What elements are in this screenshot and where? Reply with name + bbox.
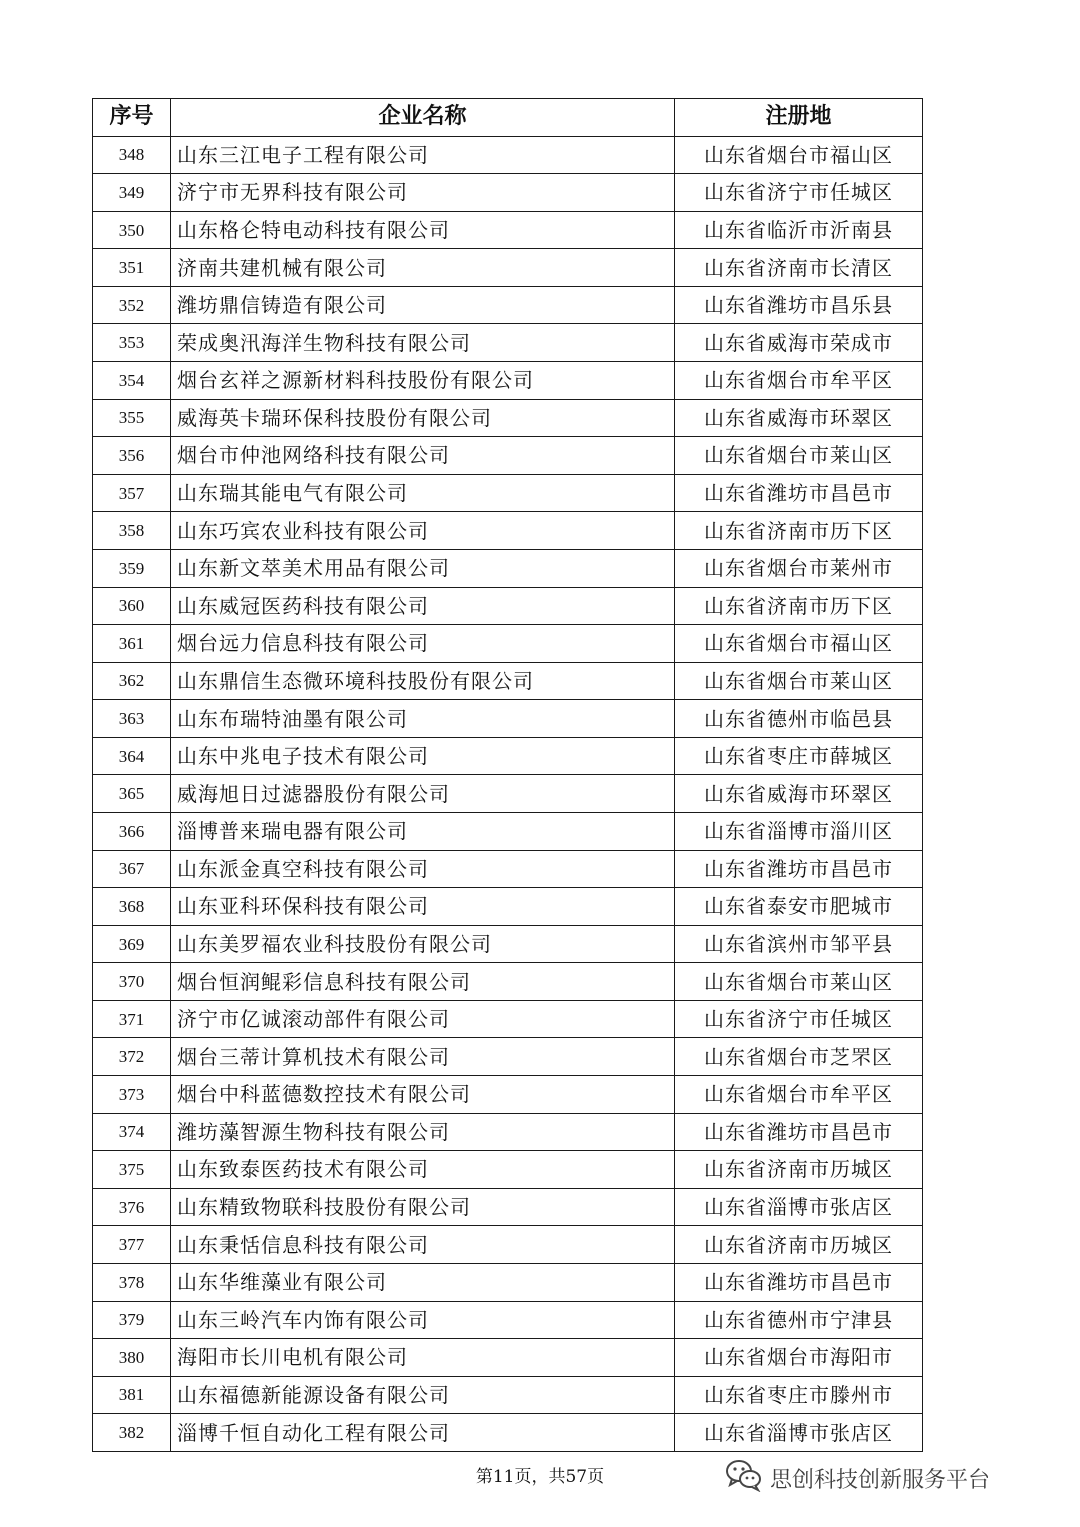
table-row — [93, 1263, 923, 1301]
table-row — [93, 625, 923, 663]
row-company-name: 潍坊鼎信铸造有限公司 — [171, 286, 675, 324]
row-registered-place: 山东省滨州市邹平县 — [675, 925, 923, 963]
row-company-name: 威海英卡瑞环保科技股份有限公司 — [171, 399, 675, 437]
header-seq: 序号 — [93, 99, 171, 137]
table-row — [93, 737, 923, 775]
row-seq: 369 — [93, 925, 171, 963]
table-row — [93, 1113, 923, 1151]
row-registered-place: 山东省临沂市沂南县 — [675, 211, 923, 249]
row-registered-place: 山东省烟台市莱山区 — [675, 662, 923, 700]
row-seq: 362 — [93, 662, 171, 700]
row-seq: 372 — [93, 1038, 171, 1076]
row-seq: 364 — [93, 737, 171, 775]
table-row — [93, 249, 923, 287]
row-seq: 359 — [93, 549, 171, 587]
table-row — [93, 324, 923, 362]
row-company-name: 济宁市无界科技有限公司 — [171, 174, 675, 212]
row-company-name: 烟台中科蓝德数控技术有限公司 — [171, 1076, 675, 1114]
row-seq: 375 — [93, 1151, 171, 1189]
row-seq: 355 — [93, 399, 171, 437]
table-row — [93, 775, 923, 813]
row-company-name: 山东中兆电子技术有限公司 — [171, 737, 675, 775]
table-header-row — [93, 99, 923, 137]
row-company-name: 山东致泰医药技术有限公司 — [171, 1151, 675, 1189]
table-row — [93, 174, 923, 212]
row-company-name: 山东威冠医药科技有限公司 — [171, 587, 675, 625]
row-registered-place: 山东省泰安市肥城市 — [675, 888, 923, 926]
row-registered-place: 山东省潍坊市昌乐县 — [675, 286, 923, 324]
row-registered-place: 山东省威海市荣成市 — [675, 324, 923, 362]
row-registered-place: 山东省枣庄市薛城区 — [675, 737, 923, 775]
table-row — [93, 888, 923, 926]
row-seq: 373 — [93, 1076, 171, 1114]
row-seq: 354 — [93, 362, 171, 400]
row-seq: 382 — [93, 1414, 171, 1452]
row-registered-place: 山东省济南市历城区 — [675, 1226, 923, 1264]
row-registered-place: 山东省烟台市莱山区 — [675, 437, 923, 475]
row-seq: 374 — [93, 1113, 171, 1151]
row-company-name: 烟台恒润鲲彩信息科技有限公司 — [171, 963, 675, 1001]
enterprise-table — [92, 98, 923, 1452]
table-row — [93, 1376, 923, 1414]
row-seq: 360 — [93, 587, 171, 625]
row-company-name: 山东秉恬信息科技有限公司 — [171, 1226, 675, 1264]
table-row — [93, 700, 923, 738]
table-row — [93, 549, 923, 587]
table-row — [93, 1151, 923, 1189]
wechat-icon — [724, 1458, 764, 1498]
row-registered-place: 山东省济南市历城区 — [675, 1151, 923, 1189]
row-registered-place: 山东省烟台市牟平区 — [675, 362, 923, 400]
row-registered-place: 山东省威海市环翠区 — [675, 775, 923, 813]
row-company-name: 烟台玄祥之源新材料科技股份有限公司 — [171, 362, 675, 400]
row-registered-place: 山东省淄博市淄川区 — [675, 812, 923, 850]
row-company-name: 济宁市亿诚滚动部件有限公司 — [171, 1000, 675, 1038]
table-row — [93, 136, 923, 174]
table-body — [93, 136, 923, 1451]
row-company-name: 烟台市仲池网络科技有限公司 — [171, 437, 675, 475]
row-seq: 371 — [93, 1000, 171, 1038]
watermark-text: 思创科技创新服务平台 — [770, 1467, 991, 1493]
table-row — [93, 1000, 923, 1038]
table-row — [93, 963, 923, 1001]
row-seq: 367 — [93, 850, 171, 888]
row-seq: 361 — [93, 625, 171, 663]
row-registered-place: 山东省烟台市海阳市 — [675, 1339, 923, 1377]
row-registered-place: 山东省烟台市牟平区 — [675, 1076, 923, 1114]
row-company-name: 山东华维藻业有限公司 — [171, 1263, 675, 1301]
row-seq: 357 — [93, 474, 171, 512]
row-company-name: 山东福德新能源设备有限公司 — [171, 1376, 675, 1414]
row-registered-place: 山东省德州市临邑县 — [675, 700, 923, 738]
row-registered-place: 山东省枣庄市滕州市 — [675, 1376, 923, 1414]
row-company-name: 淄博普来瑞电器有限公司 — [171, 812, 675, 850]
table-row — [93, 1226, 923, 1264]
row-company-name: 山东亚科环保科技有限公司 — [171, 888, 675, 926]
row-seq: 358 — [93, 512, 171, 550]
row-registered-place: 山东省淄博市张店区 — [675, 1188, 923, 1226]
row-seq: 365 — [93, 775, 171, 813]
page-number: 第11页，共57页 — [475, 1467, 605, 1487]
table-row — [93, 399, 923, 437]
row-registered-place: 山东省烟台市莱山区 — [675, 963, 923, 1001]
row-seq: 377 — [93, 1226, 171, 1264]
row-seq: 353 — [93, 324, 171, 362]
row-registered-place: 山东省潍坊市昌邑市 — [675, 1113, 923, 1151]
table-row — [93, 286, 923, 324]
row-registered-place: 山东省济南市历下区 — [675, 587, 923, 625]
header-company-name: 企业名称 — [171, 99, 675, 137]
row-company-name: 烟台远力信息科技有限公司 — [171, 625, 675, 663]
row-company-name: 荣成奥汛海洋生物科技有限公司 — [171, 324, 675, 362]
row-company-name: 威海旭日过滤器股份有限公司 — [171, 775, 675, 813]
row-seq: 378 — [93, 1263, 171, 1301]
row-registered-place: 山东省潍坊市昌邑市 — [675, 1263, 923, 1301]
row-company-name: 海阳市长川电机有限公司 — [171, 1339, 675, 1377]
row-registered-place: 山东省济南市长清区 — [675, 249, 923, 287]
row-registered-place: 山东省潍坊市昌邑市 — [675, 474, 923, 512]
table-row — [93, 850, 923, 888]
row-company-name: 济南共建机械有限公司 — [171, 249, 675, 287]
row-company-name: 烟台三蒂计算机技术有限公司 — [171, 1038, 675, 1076]
row-seq: 370 — [93, 963, 171, 1001]
row-registered-place: 山东省济南市历下区 — [675, 512, 923, 550]
row-company-name: 山东美罗福农业科技股份有限公司 — [171, 925, 675, 963]
row-company-name: 山东三岭汽车内饰有限公司 — [171, 1301, 675, 1339]
row-company-name: 山东精致物联科技股份有限公司 — [171, 1188, 675, 1226]
row-seq: 348 — [93, 136, 171, 174]
row-seq: 356 — [93, 437, 171, 475]
row-company-name: 山东派金真空科技有限公司 — [171, 850, 675, 888]
row-registered-place: 山东省济宁市任城区 — [675, 174, 923, 212]
row-registered-place: 山东省烟台市福山区 — [675, 625, 923, 663]
row-seq: 368 — [93, 888, 171, 926]
row-registered-place: 山东省济宁市任城区 — [675, 1000, 923, 1038]
row-seq: 349 — [93, 174, 171, 212]
row-seq: 376 — [93, 1188, 171, 1226]
table-row — [93, 587, 923, 625]
row-seq: 352 — [93, 286, 171, 324]
row-company-name: 山东布瑞特油墨有限公司 — [171, 700, 675, 738]
table-row — [93, 925, 923, 963]
row-seq: 380 — [93, 1339, 171, 1377]
row-registered-place: 山东省淄博市张店区 — [675, 1414, 923, 1452]
table-row — [93, 1339, 923, 1377]
table-row — [93, 1301, 923, 1339]
table-row — [93, 1188, 923, 1226]
row-company-name: 潍坊藻智源生物科技有限公司 — [171, 1113, 675, 1151]
table-row — [93, 474, 923, 512]
row-registered-place: 山东省威海市环翠区 — [675, 399, 923, 437]
row-registered-place: 山东省烟台市莱州市 — [675, 549, 923, 587]
table-row — [93, 1414, 923, 1452]
row-company-name: 山东新文萃美术用品有限公司 — [171, 549, 675, 587]
row-seq: 379 — [93, 1301, 171, 1339]
row-company-name: 山东格仑特电动科技有限公司 — [171, 211, 675, 249]
row-seq: 363 — [93, 700, 171, 738]
table-row — [93, 1076, 923, 1114]
row-company-name: 山东鼎信生态微环境科技股份有限公司 — [171, 662, 675, 700]
row-registered-place: 山东省德州市宁津县 — [675, 1301, 923, 1339]
row-registered-place: 山东省烟台市福山区 — [675, 136, 923, 174]
row-seq: 351 — [93, 249, 171, 287]
table-row — [93, 211, 923, 249]
row-seq: 381 — [93, 1376, 171, 1414]
table-row — [93, 437, 923, 475]
table-row — [93, 812, 923, 850]
row-registered-place: 山东省潍坊市昌邑市 — [675, 850, 923, 888]
table-row — [93, 1038, 923, 1076]
table-row — [93, 512, 923, 550]
table-row — [93, 362, 923, 400]
row-seq: 366 — [93, 812, 171, 850]
table-row — [93, 662, 923, 700]
row-registered-place: 山东省烟台市芝罘区 — [675, 1038, 923, 1076]
row-company-name: 淄博千恒自动化工程有限公司 — [171, 1414, 675, 1452]
row-company-name: 山东三江电子工程有限公司 — [171, 136, 675, 174]
header-registered-place: 注册地 — [675, 99, 923, 137]
row-company-name: 山东瑞其能电气有限公司 — [171, 474, 675, 512]
watermark — [724, 1458, 990, 1498]
row-company-name: 山东巧宾农业科技有限公司 — [171, 512, 675, 550]
row-seq: 350 — [93, 211, 171, 249]
